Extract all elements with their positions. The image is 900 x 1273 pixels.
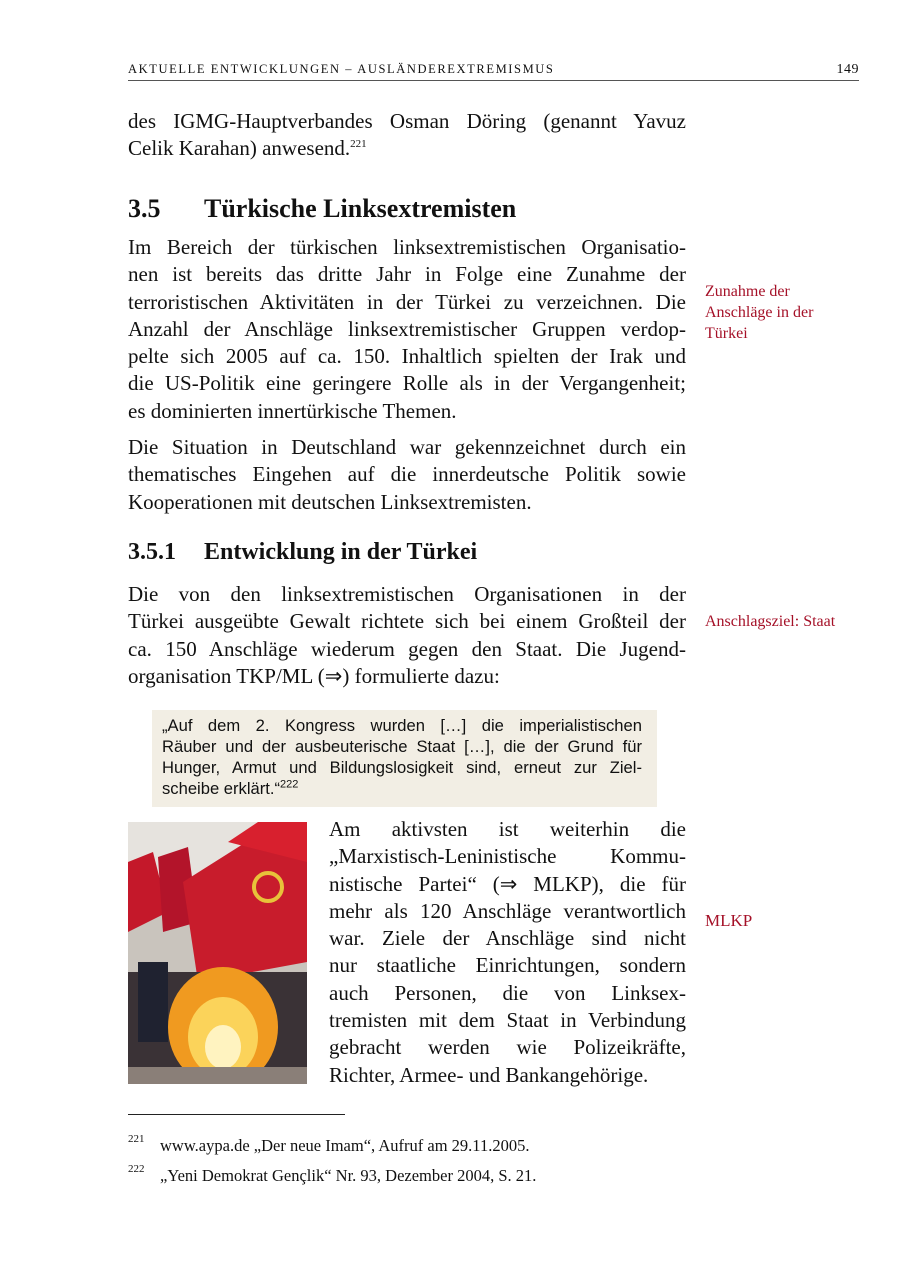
text-line: nistische Partei“ (⇒ MLKP), die für [329, 871, 686, 896]
paragraph [128, 434, 686, 516]
text-line: tremisten mit dem Staat in Verbindung [329, 1008, 686, 1033]
text-line: des IGMG-Hauptverbandes Osman Döring (genannt Yavuz [128, 109, 686, 133]
quote-line: „Auf dem 2. Kongress wurden […] die imperialistischen [162, 716, 642, 735]
text-line: Celik Karahan) anwesend.$^{221}$ [128, 136, 367, 161]
footnote: 222 „Yeni Demokrat Gençlik“ Nr. 93, Dezember 2004, S. 21. [128, 1163, 537, 1185]
quote-box [152, 710, 657, 807]
margin-note: Anschlagsziel: Staat [705, 613, 836, 630]
text-line: gebracht werden wie Polizeikräfte, [329, 1035, 686, 1060]
text-line: organisation TKP/ML (⇒) formulierte dazu: [128, 663, 500, 688]
text-line: auch Personen, die von Linksex- [329, 980, 686, 1005]
quote-line: scheibe erklärt.“$^{222}$ [162, 778, 299, 798]
page-number: 149 [836, 62, 859, 77]
subsection-heading: 3.5.1 Entwicklung in der Türkei [128, 539, 478, 565]
text-line: ca. 150 Anschläge wiederum gegen den Staat. Die Jugend- [128, 636, 686, 661]
text-line: Kooperationen mit deutschen Linksextremisten. [128, 489, 532, 514]
paragraph [329, 816, 686, 1089]
text-line: Türkei ausgeübte Gewalt richtete sich bei einem Großteil der [128, 609, 686, 634]
section-heading: 3.5 Türkische Linksextremisten [128, 194, 517, 223]
paragraph [128, 581, 686, 690]
text-line: die US-Politik eine geringere Rolle als in der Vergangenheit; [128, 371, 686, 396]
text-line: war. Ziele der Anschläge sind nicht [329, 926, 686, 951]
text-line: nur staatliche Einrichtungen, sondern [329, 953, 686, 978]
text-line: Am aktivsten ist weiterhin die [329, 817, 686, 841]
text-line: Im Bereich der türkischen linksextremistischen Organisatio- [128, 235, 686, 259]
text-line: nen ist bereits das dritte Jahr in Folge eine Zunahme der [128, 262, 686, 287]
text-line: mehr als 120 Anschläge verantwortlich [329, 898, 686, 923]
footnote-ref: 221 [350, 138, 367, 151]
text-line: thematisches Eingehen auf die innerdeutsche Politik sowie [128, 462, 686, 487]
text-line: es dominierten innertürkische Themen. [128, 398, 457, 423]
paragraph-continued [128, 108, 686, 163]
margin-note: Zunahme der Anschläge in der Türkei [705, 283, 814, 342]
footnote: 221 www.aypa.de „Der neue Imam“, Aufruf am 29.11.2005. [128, 1133, 530, 1155]
text-line: Anzahl der Anschläge linksextremistischer Gruppen verdop- [128, 316, 686, 341]
quote-line: Räuber und der ausbeuterische Staat […], die der Grund für [162, 737, 642, 756]
footnote-separator [128, 1114, 345, 1115]
text-line: „Marxistisch-Leninistische Kommu- [329, 844, 686, 869]
margin-note: MLKP [705, 911, 753, 930]
photo-red-flags-fire [128, 822, 307, 1084]
text-line: terroristischen Aktivitäten in der Türkei zu verzeichnen. Die [128, 289, 686, 314]
footnote-ref: 222 [280, 778, 299, 791]
text-line: pelte sich 2005 auf ca. 150. Inhaltlich spielten der Irak und [128, 344, 686, 369]
running-header [128, 62, 859, 81]
header-title: AKTUELLE ENTWICKLUNGEN – AUSLÄNDEREXTREMISMUS [128, 62, 555, 76]
text-line: Die Situation in Deutschland war gekennzeichnet durch ein [128, 435, 686, 459]
paragraph [128, 234, 686, 425]
text-line: Richter, Armee- und Bankangehörige. [329, 1062, 649, 1087]
text-line: Die von den linksextremistischen Organisationen in der [128, 582, 686, 606]
quote-line: Hunger, Armut und Bildungslosigkeit sind, erneut zur Ziel- [162, 758, 642, 777]
